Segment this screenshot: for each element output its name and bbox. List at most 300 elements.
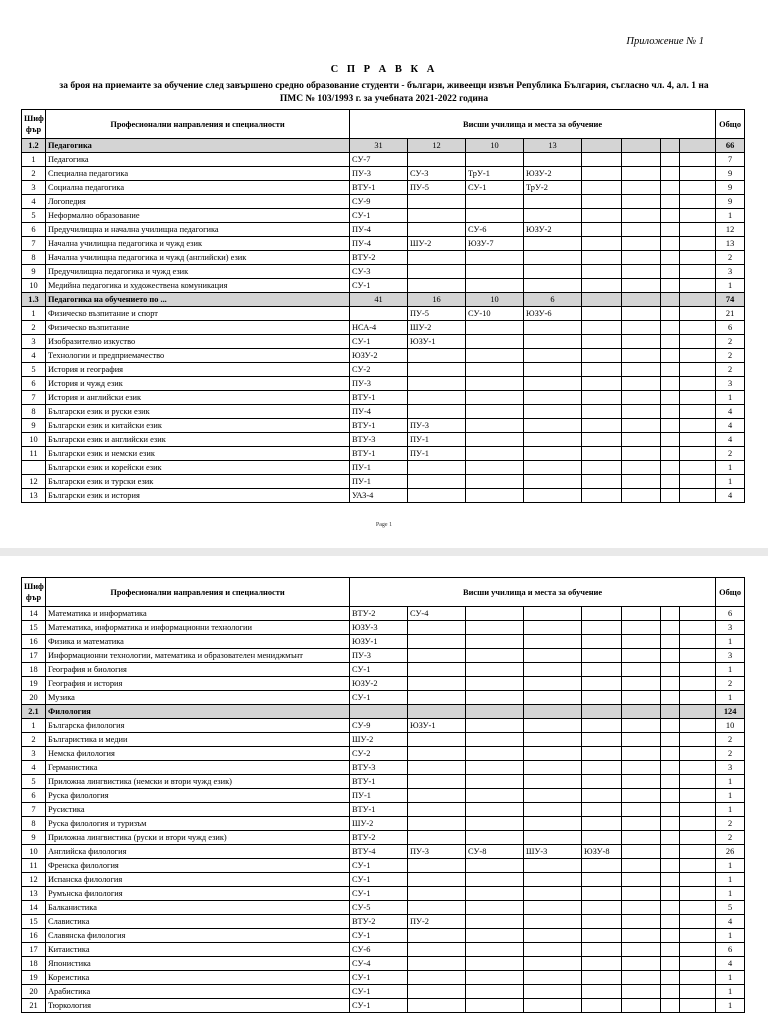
university-cell xyxy=(582,279,622,293)
section-count-cell: 13 xyxy=(524,139,582,153)
table-row xyxy=(22,405,745,419)
university-cell xyxy=(622,279,661,293)
university-cell xyxy=(524,489,582,503)
section-count-cell xyxy=(680,293,716,307)
university-cell xyxy=(582,635,622,649)
university-cell xyxy=(582,971,622,985)
university-cell xyxy=(661,321,680,335)
university-cell xyxy=(661,607,680,621)
section-count-cell: 6 xyxy=(524,293,582,307)
university-cell xyxy=(582,761,622,775)
university-cell xyxy=(680,943,716,957)
university-cell xyxy=(661,677,680,691)
section-count-cell xyxy=(680,139,716,153)
university-cell xyxy=(680,223,716,237)
university-cell xyxy=(524,803,582,817)
row-number: 2 xyxy=(22,321,46,335)
university-cell xyxy=(661,929,680,943)
university-cell xyxy=(680,237,716,251)
row-number xyxy=(22,461,46,475)
university-cell xyxy=(524,237,582,251)
university-cell xyxy=(582,237,622,251)
university-cell xyxy=(524,663,582,677)
university-cell xyxy=(680,251,716,265)
university-cell xyxy=(582,461,622,475)
university-cell xyxy=(622,181,661,195)
university-cell xyxy=(680,321,716,335)
university-cell xyxy=(661,901,680,915)
document-title: С П Р А В К А xyxy=(330,64,438,75)
row-total: 3 xyxy=(716,621,745,635)
university-cell: ПУ-1 xyxy=(350,461,408,475)
university-cell xyxy=(680,475,716,489)
row-total: 6 xyxy=(716,943,745,957)
university-cell xyxy=(661,831,680,845)
row-total: 1 xyxy=(716,635,745,649)
university-cell: ПУ-4 xyxy=(350,223,408,237)
table-row xyxy=(22,789,745,803)
row-number: 15 xyxy=(22,915,46,929)
university-cell xyxy=(680,747,716,761)
university-cell xyxy=(408,761,466,775)
university-cell xyxy=(661,181,680,195)
university-cell xyxy=(622,635,661,649)
program-name: Тюркология xyxy=(46,999,350,1013)
university-cell xyxy=(582,929,622,943)
university-cell xyxy=(466,873,524,887)
university-cell xyxy=(680,195,716,209)
university-cell xyxy=(524,377,582,391)
university-cell xyxy=(582,943,622,957)
university-cell xyxy=(680,405,716,419)
program-name: Приложна лингвистика (руски и втори чужд език) xyxy=(46,831,350,845)
university-cell xyxy=(466,377,524,391)
university-cell xyxy=(582,251,622,265)
university-cell: СУ-10 xyxy=(466,307,524,321)
row-number: 6 xyxy=(22,789,46,803)
page-number: Page 1 xyxy=(375,522,393,528)
university-cell xyxy=(661,663,680,677)
university-cell xyxy=(582,817,622,831)
table-row xyxy=(22,167,745,181)
subtitle-line-1: за броя на приемаите за обучение след завършено средно образование студенти - българи, живеещи извън Република България, съгласно чл. 4, ал. 1 на xyxy=(59,81,709,91)
table-row xyxy=(22,195,745,209)
university-cell xyxy=(408,803,466,817)
row-total: 4 xyxy=(716,433,745,447)
university-cell xyxy=(582,363,622,377)
university-cell: ВТУ-2 xyxy=(350,607,408,621)
row-total: 1 xyxy=(716,985,745,999)
university-cell xyxy=(524,985,582,999)
university-cell xyxy=(466,803,524,817)
university-cell xyxy=(466,363,524,377)
university-cell xyxy=(582,677,622,691)
university-cell xyxy=(582,391,622,405)
university-cell xyxy=(622,915,661,929)
university-cell: ЮЗУ-6 xyxy=(524,307,582,321)
university-cell xyxy=(466,663,524,677)
university-cell xyxy=(680,831,716,845)
university-cell xyxy=(582,873,622,887)
university-cell xyxy=(661,405,680,419)
program-name: Български език и китайски език xyxy=(46,419,350,433)
university-cell: ПУ-4 xyxy=(350,237,408,251)
row-number: 12 xyxy=(22,475,46,489)
university-cell xyxy=(680,677,716,691)
program-name: Немска филология xyxy=(46,747,350,761)
university-cell xyxy=(582,377,622,391)
row-total: 1 xyxy=(716,461,745,475)
university-cell xyxy=(524,405,582,419)
header-total: Общо xyxy=(716,578,745,607)
row-number: 15 xyxy=(22,621,46,635)
row-total: 1 xyxy=(716,775,745,789)
university-cell xyxy=(622,265,661,279)
university-cell xyxy=(680,775,716,789)
university-cell xyxy=(582,307,622,321)
university-cell xyxy=(408,789,466,803)
university-cell xyxy=(524,859,582,873)
university-cell: ШУ-2 xyxy=(408,237,466,251)
university-cell xyxy=(408,663,466,677)
university-cell: СУ-1 xyxy=(350,873,408,887)
university-cell xyxy=(622,929,661,943)
university-cell xyxy=(582,349,622,363)
section-count-cell: 31 xyxy=(350,139,408,153)
program-name: Български език и руски език xyxy=(46,405,350,419)
university-cell xyxy=(582,719,622,733)
university-cell xyxy=(661,971,680,985)
university-cell xyxy=(582,691,622,705)
row-number: 9 xyxy=(22,419,46,433)
university-cell xyxy=(622,377,661,391)
university-cell xyxy=(661,167,680,181)
university-cell xyxy=(408,943,466,957)
university-cell xyxy=(524,999,582,1013)
university-cell: УАЗ-4 xyxy=(350,489,408,503)
university-cell xyxy=(466,985,524,999)
university-cell: ПУ-4 xyxy=(350,405,408,419)
university-cell: ЮЗУ-1 xyxy=(350,635,408,649)
program-name: Френска филология xyxy=(46,859,350,873)
university-cell xyxy=(466,279,524,293)
row-number: 18 xyxy=(22,957,46,971)
university-cell xyxy=(622,971,661,985)
university-cell xyxy=(408,887,466,901)
university-cell xyxy=(466,831,524,845)
university-cell xyxy=(408,929,466,943)
program-name: Испанска филология xyxy=(46,873,350,887)
university-cell xyxy=(466,433,524,447)
university-cell xyxy=(680,887,716,901)
university-cell xyxy=(622,447,661,461)
section-count-cell: 10 xyxy=(466,293,524,307)
program-name: Славистика xyxy=(46,915,350,929)
program-name: Български език и турски език xyxy=(46,475,350,489)
table-row xyxy=(22,859,745,873)
university-cell xyxy=(582,419,622,433)
university-cell xyxy=(466,391,524,405)
university-cell xyxy=(524,195,582,209)
university-cell xyxy=(680,957,716,971)
row-number: 4 xyxy=(22,349,46,363)
university-cell xyxy=(680,901,716,915)
header-universities: Висши училища и места за обучение xyxy=(350,578,716,607)
program-name: История и чужд език xyxy=(46,377,350,391)
row-number: 3 xyxy=(22,335,46,349)
table-row xyxy=(22,985,745,999)
university-cell xyxy=(408,209,466,223)
row-number: 12 xyxy=(22,873,46,887)
program-name: География и история xyxy=(46,677,350,691)
university-cell xyxy=(466,887,524,901)
university-cell xyxy=(524,971,582,985)
university-cell xyxy=(680,489,716,503)
university-cell xyxy=(661,335,680,349)
table-row xyxy=(22,307,745,321)
university-cell xyxy=(661,943,680,957)
program-name: Физическо възпитание xyxy=(46,321,350,335)
university-cell xyxy=(680,461,716,475)
row-total: 2 xyxy=(716,335,745,349)
row-total: 2 xyxy=(716,677,745,691)
university-cell xyxy=(622,719,661,733)
row-total: 1 xyxy=(716,929,745,943)
university-cell xyxy=(524,873,582,887)
university-cell xyxy=(466,999,524,1013)
program-name: Математика и информатика xyxy=(46,607,350,621)
university-cell xyxy=(524,929,582,943)
university-cell xyxy=(524,943,582,957)
university-cell: СУ-2 xyxy=(350,363,408,377)
university-cell xyxy=(466,209,524,223)
university-cell xyxy=(661,691,680,705)
table-row xyxy=(22,265,745,279)
section-count-cell: 16 xyxy=(408,293,466,307)
university-cell: ШУ-3 xyxy=(524,845,582,859)
university-cell xyxy=(661,859,680,873)
table-row xyxy=(22,621,745,635)
row-total: 2 xyxy=(716,831,745,845)
university-cell xyxy=(524,635,582,649)
row-total: 3 xyxy=(716,265,745,279)
university-cell xyxy=(680,181,716,195)
university-cell: СУ-1 xyxy=(350,209,408,223)
row-total: 9 xyxy=(716,181,745,195)
program-name: Математика, информатика и информационни технологии xyxy=(46,621,350,635)
row-total: 124 xyxy=(716,705,745,719)
university-cell xyxy=(622,887,661,901)
program-name: Руска филология xyxy=(46,789,350,803)
university-cell xyxy=(408,831,466,845)
row-total: 9 xyxy=(716,167,745,181)
table-row xyxy=(22,929,745,943)
section-count-cell xyxy=(680,705,716,719)
table-row xyxy=(22,733,745,747)
university-cell xyxy=(661,349,680,363)
university-cell xyxy=(466,971,524,985)
row-total: 26 xyxy=(716,845,745,859)
university-cell xyxy=(582,433,622,447)
row-number: 8 xyxy=(22,817,46,831)
row-total: 5 xyxy=(716,901,745,915)
university-cell: ВТУ-4 xyxy=(350,845,408,859)
university-cell xyxy=(408,251,466,265)
university-cell: ПУ-5 xyxy=(408,307,466,321)
table-row xyxy=(22,817,745,831)
row-total: 1 xyxy=(716,789,745,803)
university-cell: СУ-3 xyxy=(408,167,466,181)
section-count-cell: 12 xyxy=(408,139,466,153)
university-cell xyxy=(680,349,716,363)
university-cell xyxy=(582,489,622,503)
university-cell xyxy=(661,209,680,223)
university-cell xyxy=(524,321,582,335)
university-cell xyxy=(582,803,622,817)
program-name: Русистика xyxy=(46,803,350,817)
row-total: 2 xyxy=(716,363,745,377)
university-cell xyxy=(582,153,622,167)
row-total: 1 xyxy=(716,873,745,887)
university-cell xyxy=(622,349,661,363)
row-number: 14 xyxy=(22,607,46,621)
table-row xyxy=(22,237,745,251)
program-name: Японистика xyxy=(46,957,350,971)
university-cell xyxy=(466,489,524,503)
table-row xyxy=(22,607,745,621)
section-count-cell xyxy=(408,705,466,719)
university-cell xyxy=(622,747,661,761)
university-cell xyxy=(582,475,622,489)
university-cell xyxy=(466,747,524,761)
university-cell xyxy=(680,265,716,279)
university-cell: СУ-6 xyxy=(350,943,408,957)
table-row xyxy=(22,873,745,887)
university-cell xyxy=(622,461,661,475)
university-cell xyxy=(582,957,622,971)
row-number: 3 xyxy=(22,181,46,195)
program-name: Физика и математика xyxy=(46,635,350,649)
header-total: Общо xyxy=(716,110,745,139)
table-row xyxy=(22,691,745,705)
university-cell xyxy=(680,817,716,831)
university-cell xyxy=(582,321,622,335)
row-total: 21 xyxy=(716,307,745,321)
row-total: 74 xyxy=(716,293,745,307)
university-cell: ПУ-3 xyxy=(408,845,466,859)
subtitle-line-2: ПМС № 103/1993 г. за учебната 2021-2022 година xyxy=(279,94,489,104)
university-cell xyxy=(582,985,622,999)
university-cell xyxy=(524,335,582,349)
table-row xyxy=(22,223,745,237)
university-cell xyxy=(661,957,680,971)
row-total: 9 xyxy=(716,195,745,209)
table-row xyxy=(22,677,745,691)
university-cell xyxy=(582,901,622,915)
university-cell xyxy=(680,845,716,859)
program-name: Предучилищна и начална училищна педагогика xyxy=(46,223,350,237)
row-number: 17 xyxy=(22,943,46,957)
university-cell xyxy=(622,405,661,419)
row-number: 20 xyxy=(22,985,46,999)
university-cell: ПУ-5 xyxy=(408,181,466,195)
university-cell xyxy=(661,649,680,663)
university-cell xyxy=(408,391,466,405)
university-cell xyxy=(622,321,661,335)
row-number: 18 xyxy=(22,663,46,677)
university-cell xyxy=(680,719,716,733)
university-cell: ПУ-3 xyxy=(408,419,466,433)
university-cell xyxy=(680,391,716,405)
program-name: Български език и английски език xyxy=(46,433,350,447)
program-name: Балканистика xyxy=(46,901,350,915)
program-name: Арабистика xyxy=(46,985,350,999)
university-cell xyxy=(350,307,408,321)
university-cell: ВТУ-3 xyxy=(350,433,408,447)
university-cell: ЮЗУ-2 xyxy=(350,349,408,363)
university-cell: ПУ-3 xyxy=(350,167,408,181)
university-cell xyxy=(466,405,524,419)
university-cell xyxy=(524,251,582,265)
row-number: 16 xyxy=(22,635,46,649)
table-header-row xyxy=(22,110,745,139)
university-cell: ПУ-1 xyxy=(408,433,466,447)
admissions-table-page-1 xyxy=(21,109,745,503)
section-count-cell xyxy=(466,705,524,719)
appendix-label: Приложение № 1 xyxy=(626,36,704,47)
row-total: 4 xyxy=(716,957,745,971)
row-total: 4 xyxy=(716,489,745,503)
university-cell xyxy=(524,887,582,901)
university-cell xyxy=(661,377,680,391)
program-name: Начална училищна педагогика и чужд (английски) език xyxy=(46,251,350,265)
header-num: Шиф фър xyxy=(22,578,46,607)
university-cell xyxy=(466,349,524,363)
row-number: 3 xyxy=(22,747,46,761)
university-cell xyxy=(622,873,661,887)
university-cell xyxy=(661,279,680,293)
section-count-cell xyxy=(661,705,680,719)
university-cell: ЮЗУ-1 xyxy=(408,335,466,349)
university-cell: ЮЗУ-2 xyxy=(524,167,582,181)
university-cell xyxy=(622,761,661,775)
university-cell xyxy=(622,985,661,999)
section-name: Филология xyxy=(46,705,350,719)
program-name: Социална педагогика xyxy=(46,181,350,195)
table-row xyxy=(22,475,745,489)
row-total: 1 xyxy=(716,209,745,223)
university-cell xyxy=(466,621,524,635)
university-cell xyxy=(582,747,622,761)
university-cell xyxy=(622,209,661,223)
university-cell xyxy=(582,405,622,419)
university-cell xyxy=(680,153,716,167)
university-cell: СУ-4 xyxy=(350,957,408,971)
university-cell: СУ-2 xyxy=(350,747,408,761)
university-cell xyxy=(466,789,524,803)
university-cell xyxy=(582,223,622,237)
university-cell xyxy=(661,733,680,747)
table-row xyxy=(22,663,745,677)
university-cell xyxy=(661,307,680,321)
university-cell: СУ-1 xyxy=(350,887,408,901)
section-count-cell xyxy=(582,705,622,719)
university-cell xyxy=(466,677,524,691)
program-name: Българска филология xyxy=(46,719,350,733)
university-cell xyxy=(622,817,661,831)
university-cell xyxy=(661,803,680,817)
university-cell xyxy=(524,733,582,747)
